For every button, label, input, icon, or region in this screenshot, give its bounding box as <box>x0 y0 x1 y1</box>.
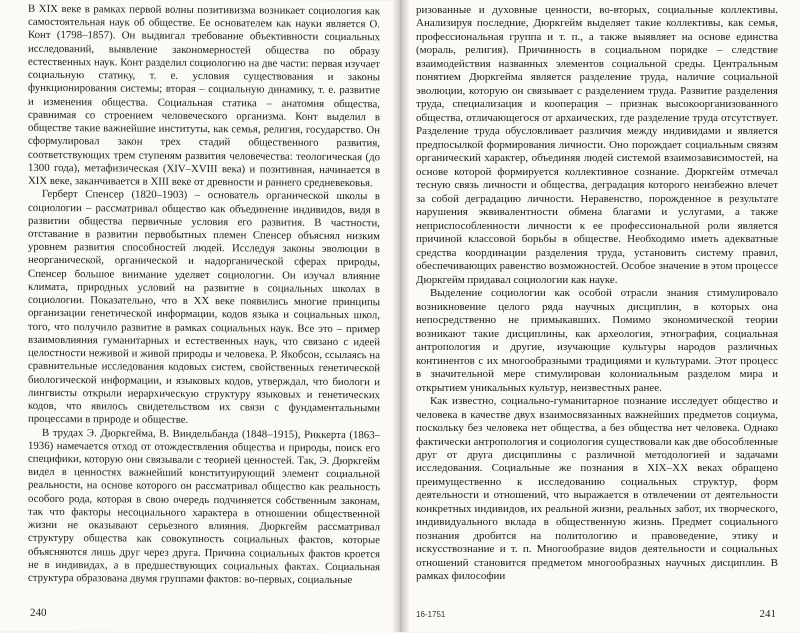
right-page-number: 241 <box>759 608 776 620</box>
right-page <box>402 0 800 632</box>
left-page <box>0 0 398 633</box>
left-page-number: 240 <box>30 606 47 619</box>
left-paragraph-1: В XIX веке в рамках первой волны позитивизма возникает социология как самостоятельная наук об обществе. Ее основателем как науки является О. Конт (1798–1857). Он выдвигал требование объективности социальных исследований, выявление закономерностей общества по образу естественных наук. Конт разделил социологию на две части: первая изучает социальную статику, т. е. условия существования и законы функционирования системы; вторая – социальную динамику, т. е. развитие и изменения общества. Социальная статика – анатомия общества, сравнимая со строением человеческого организма. Конт выделил в обществе такие важнейшие институты, как семья, религия, государство. Он сформулировал закон трех стадий общественного развития, соответствующих трем ступеням развития человечества: теологическая (до 1300 года), метафизическая (XIV–XVIII века) и позитивная, начинается в XIX веке, заканчивается в XIII веке от древности и раннего средневековья. <box>28 2 380 190</box>
signature-mark: 16-1751 <box>416 610 446 619</box>
right-paragraph-1: ризованные и духовные ценности, во-вторых, социальные коллективы. Анализируя последние, Дюркгейм выделяет такие коллективы, как семья, профессиональная группа и т. п., а также выявляет на основе единства (мораль, религия). Причинность в социальном порядке – следствие взаимодействия названных элементов социальной среды. Центральным понятием Дюркгейма является разделение труда, наличие социальной эволюции, которую он связывает с разделением труда. Развитие разделения труда, специализация и кооперация – признак высокоорганизованного общества, отличающегося от архаических, где разделение труда отсутствует. Разделение труда обусловливает различия между индивидами и является предпосылкой формирования личности. Оно порождает социальным связям органический характер, объединяя людей системой взаимозависимостей, на основе которой формируется коллективное сознание. Дюркгейм отмечал тесную связь личности и общества, деградация которого неизбежно влечет за собой деградацию личности. Неравенство, порожденное в результате нарушения эквивалентности обмена благами и услугами, а также неприспособленности личности к ее профессиональной роли является причиной классовой борьбы в обществе. Необходимо иметь адекватные средства координации разделения труда, установить систему правил, обеспечивающих равенство возможностей. Особое значение в этом процессе Дюркгейм придавал социологии как науке. <box>416 4 778 286</box>
right-paragraph-3: Как известно, социально-гуманитарное познание исследует общество и человека в качестве двух взаимосвязанных важнейших предметов социума, поскольку без человека нет общества, а без общества нет человека. Однако фактически антропология и социология существовали как две обособленные друг от друга дисциплины с различной методологией и задачами исследования. Социальные же познания в XIX–XX веках обращено преимущественно к исследованию социальных структур, форм деятельности и отношений, что выражается в отвлечении от деятельности конкретных индивидов, их реальной жизни, реальных забот, их творческого, индивидуального вклада в общественную жизнь. Предмет социального познания дробится на политологию и правоведение, этику и искусствознание и т. п. Многообразие видов деятельности и социальных отношений становится предметом многообразных научных дисциплин. В рамках философии <box>416 395 778 583</box>
left-paragraph-2: Герберт Спенсер (1820–1903) – основатель органической школы в социологии – рассматривал общество как объединение индивидов, видя в развитии общества первичные условия его развития. В частности, отставание в развитии первобытных племен Спенсер объяснял низким уровнем развития способностей людей. Исследуя законы эволюции в неорганической, органической и надорганической сферах природы, Спенсер большое внимание уделяет социологии. Он изучал влияние климата, природных условий на развитие в социальных школах в социологии. Показательно, что в XX веке появились многие принципы организации генетической информации, кодов языка и социальных школ, того, что получило развитие в рамках социальных наук. Все это – пример взаимовлияния гуманитарных и естественных наук, что связано с идеей целостности неживой и живой природы и человека. Р. Якобсон, ссылаясь на сравнительные исследования кодовых систем, свойственных генетической биологической информации, и языковых кодов, утверждал, что биологи и лингвисты открыли иерархическую структуру языковых и генетических кодов, что явилось свидетельством их связи с фундаментальными процессами в природе и обществе. <box>28 188 380 427</box>
book-gutter <box>392 0 410 632</box>
right-paragraph-2: Выделение социологии как особой отрасли знания стимулировало возникновение целого ряда научных дисциплин, в которых она непосредственно не примыкавших. Помимо экономической теории возникают такие дисциплины, как археология, этнография, социальная антропология и другие, изучающие культуры народов различных континентов с их многообразными традициями и культурами. Этот процесс в значительной мере стимулирован колониальным разделом мира и открытием уникальных культур, неизвестных ранее. <box>416 287 778 394</box>
left-paragraph-3: В трудах Э. Дюркгейма, В. Виндельбанда (1848–1915), Риккерта (1863–1936) намечается отход от отождествления общества и природы, поиск его специфики, которую они связывали с теорией ценностей. Так, Э. Дюркгейм видел в ценностях важнейший конституирующий элемент социальной реальности, на основе которого он рассматривал общество как реальность особого рода, которая в свою очередь подчиняется собственным законам, так что факторы несоциального характера в отношении общественной жизни не оказывают серьезного влияния. Дюркгейм рассматривал структуру общества как совокупность социальных фактов, которые объясняются лишь друг через друга. Причина социальных фактов кроется не в индивидах, а в предшествующих социальных фактах. Социальная структура образована двумя группами фактов: во-первых, социальные <box>28 426 380 587</box>
